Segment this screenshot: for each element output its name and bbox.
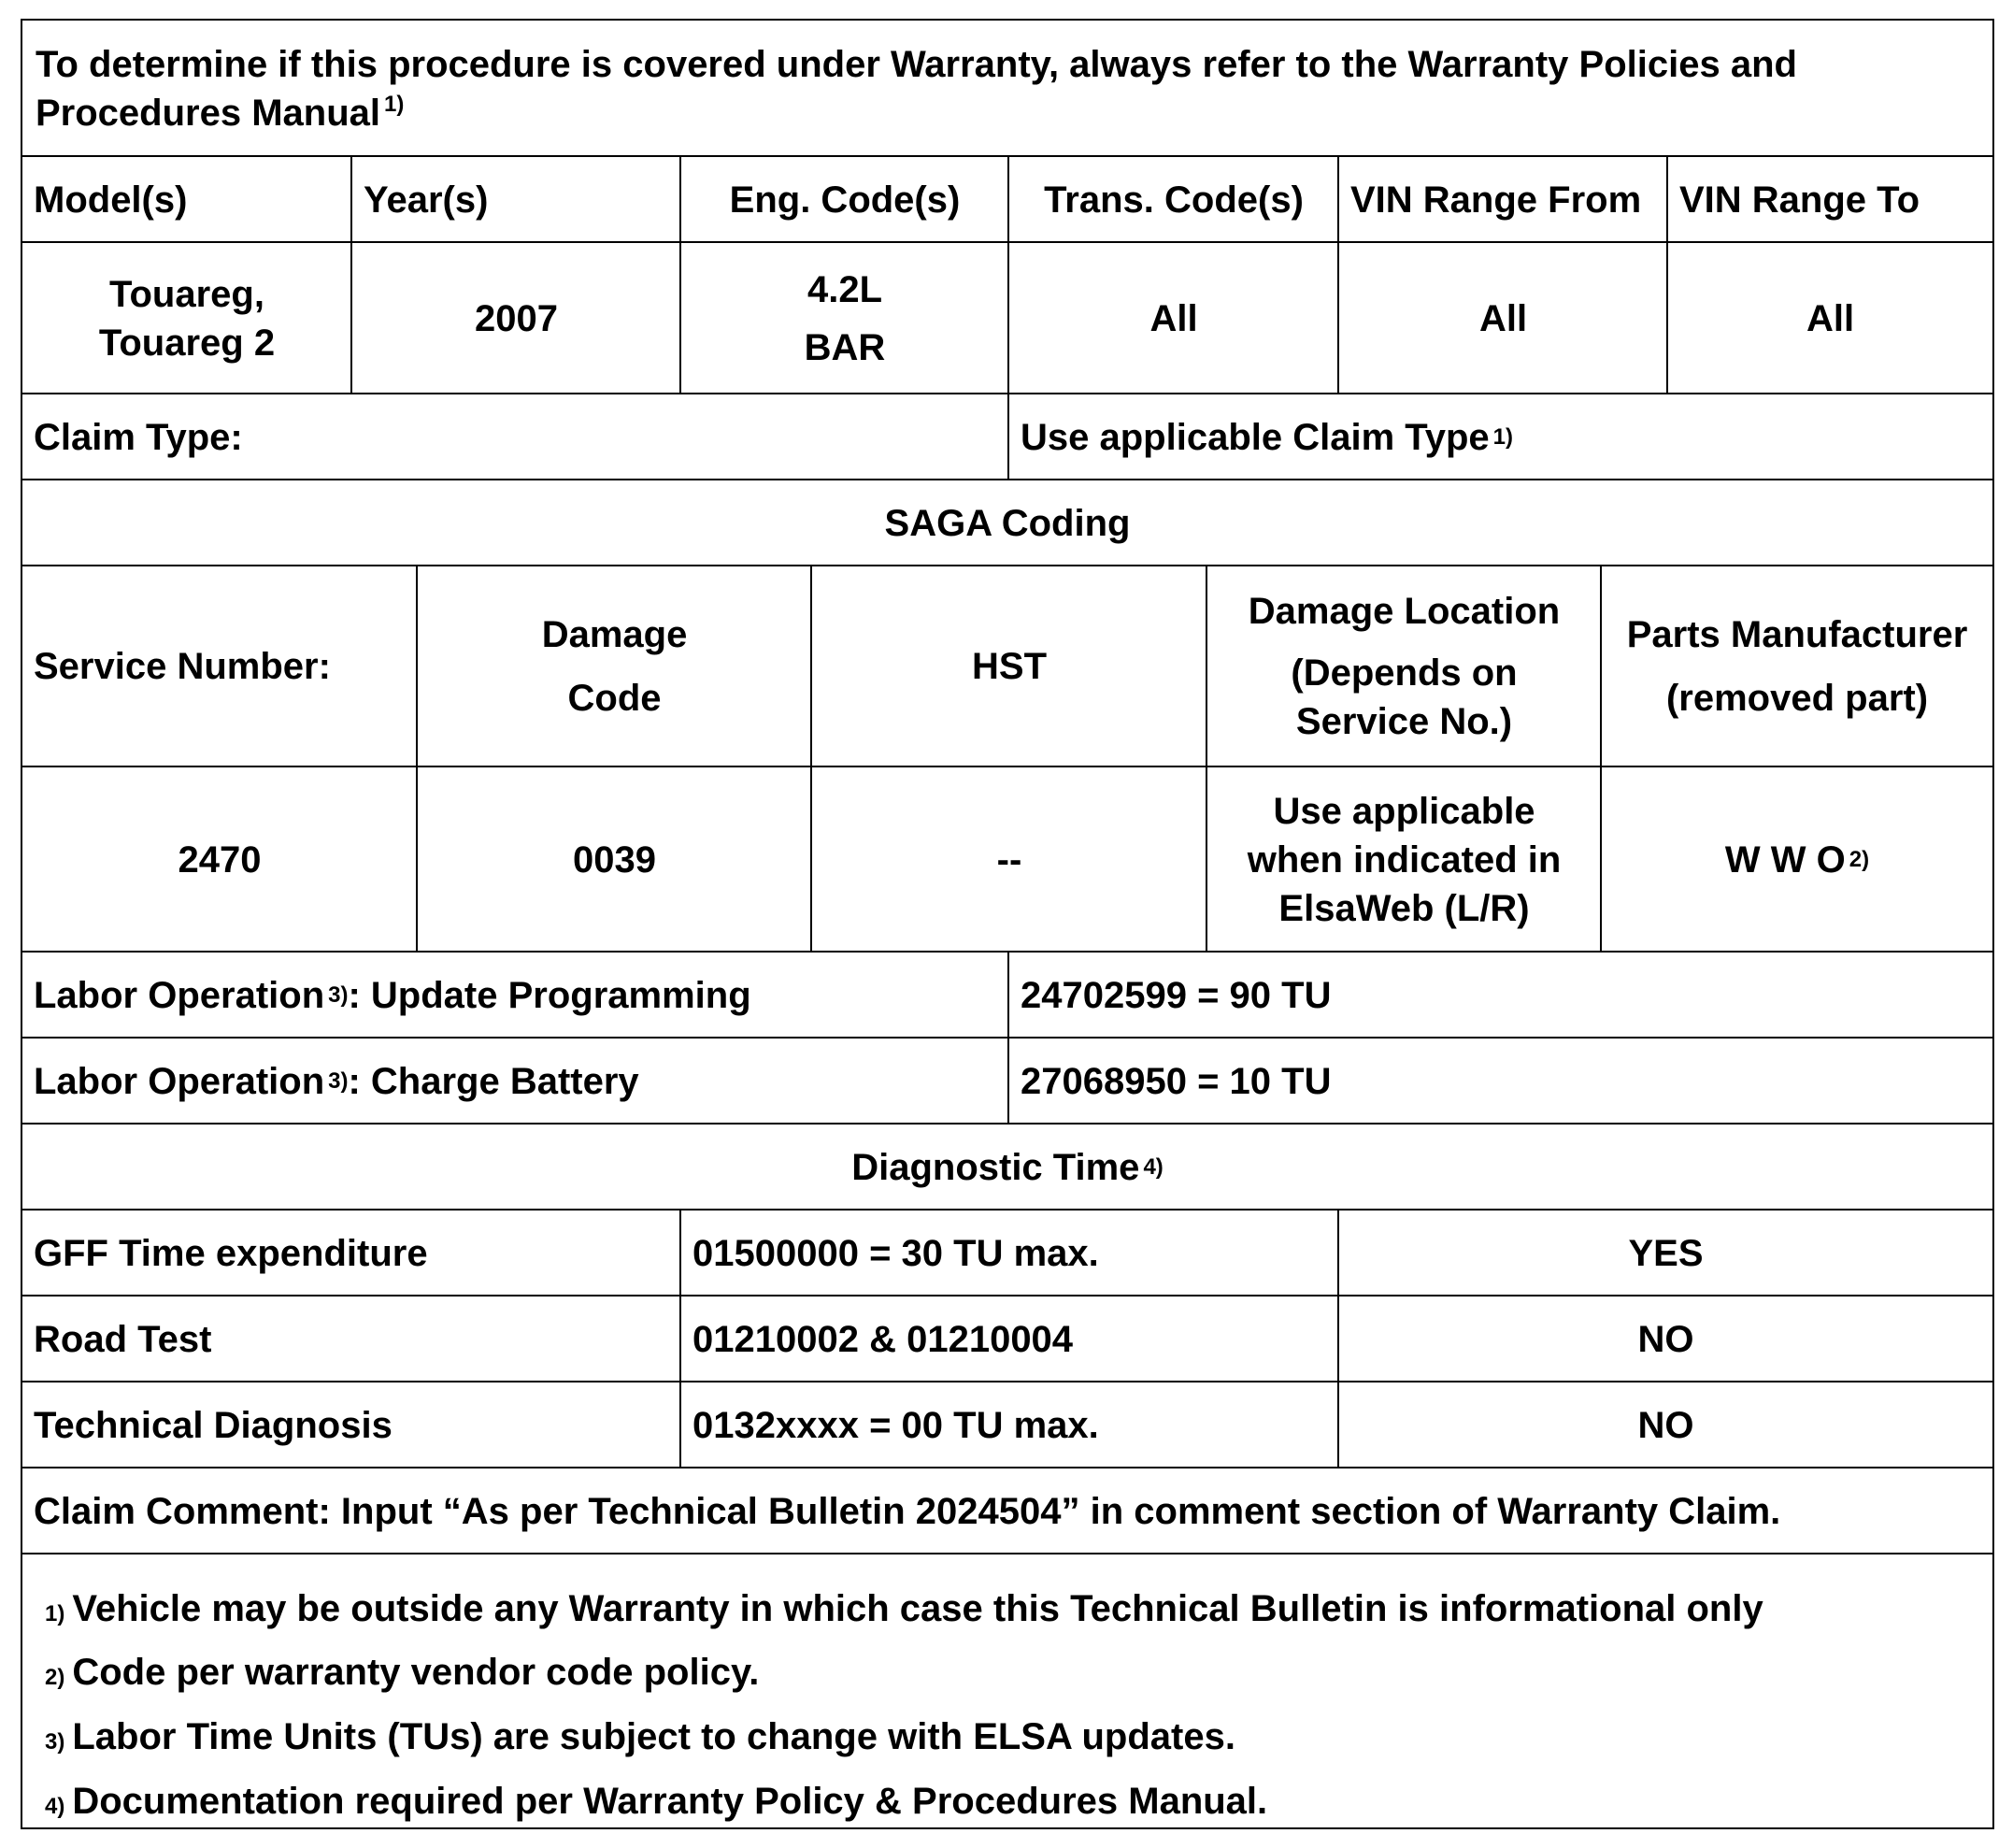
diagnostic-title: Diagnostic Time 4): [21, 1123, 1994, 1211]
saga-value-parts-manufacturer: W W O 2): [1600, 766, 1994, 953]
labor-2-name: : Charge Battery: [348, 1060, 639, 1102]
saga-header-damage-location: [1206, 565, 1603, 768]
value-year-text: 2007: [475, 297, 558, 339]
diag-3-label: Technical Diagnosis: [34, 1404, 393, 1446]
saga-header-location-line-1: Damage Location: [1248, 591, 1561, 632]
saga-value-parts-text: W W O: [1724, 838, 1846, 881]
footnote-1: 1) Vehicle may be outside any Warranty in which case this Technical Bulletin is informational only: [45, 1584, 1970, 1633]
saga-header-service-number: [21, 565, 419, 768]
header-vin-to: [1666, 155, 1994, 244]
value-vin-from: [1337, 241, 1669, 395]
value-year: [350, 241, 682, 395]
claim-type-label-text: Claim Type:: [34, 416, 243, 458]
saga-title: [21, 479, 1994, 567]
saga-title-text: SAGA Coding: [884, 502, 1131, 544]
claim-comment-text: Claim Comment: Input “As per Technical Bulletin 2024504” in comment section of Warranty Claim.: [34, 1490, 1781, 1532]
header-year-text: Year(s): [364, 179, 489, 221]
value-vin-to-text: All: [1806, 297, 1855, 339]
footnote-4: 4) Documentation required per Warranty Policy & Procedures Manual.: [45, 1777, 1970, 1826]
diag-1-allowed: YES: [1628, 1232, 1704, 1274]
saga-header-hst: [810, 565, 1208, 768]
diag-row-1-allowed: [1337, 1209, 1994, 1297]
diag-row-1-code: [679, 1209, 1340, 1297]
header-vin-from: [1337, 155, 1669, 244]
header-eng-code: [679, 155, 1010, 244]
intro-note: 1): [384, 92, 405, 118]
saga-header-service-text: Service Number:: [34, 646, 331, 687]
claim-type-value: Use applicable Claim Type 1): [1007, 393, 1994, 481]
diag-row-2-allowed: [1337, 1295, 1994, 1383]
labor-1-code: 24702599 = 90 TU: [1021, 974, 1332, 1016]
header-trans-code-text: Trans. Code(s): [1044, 179, 1304, 221]
footnote-4-text: Documentation required per Warranty Policy & Procedures Manual.: [72, 1781, 1268, 1822]
value-trans-text: All: [1149, 297, 1198, 339]
header-vin-from-text: VIN Range From: [1350, 179, 1642, 221]
labor-2-code: 27068950 = 10 TU: [1021, 1060, 1332, 1102]
value-model-line-2: Touareg 2: [98, 322, 276, 364]
diag-1-code: 01500000 = 30 TU max.: [692, 1232, 1099, 1274]
diag-row-3-label: [21, 1381, 682, 1469]
saga-value-service-number: [21, 766, 419, 953]
intro-cell: [21, 19, 1994, 158]
diag-2-label: Road Test: [34, 1318, 212, 1360]
labor-row-1-label: Labor Operation 3) : Update Programming: [21, 951, 1010, 1039]
diag-1-label: GFF Time expenditure: [34, 1232, 428, 1274]
saga-value-damage-text: 0039: [573, 838, 656, 881]
labor-2-prefix: Labor Operation: [34, 1060, 325, 1102]
value-eng-line-2: BAR: [804, 326, 886, 368]
intro-text: To determine if this procedure is covered under Warranty, always refer to the Warranty Policies and Procedures Manual: [36, 43, 1797, 134]
value-eng-line-1: 4.2L: [807, 268, 883, 310]
saga-value-hst: [810, 766, 1208, 953]
header-eng-code-text: Eng. Code(s): [729, 179, 961, 221]
diag-3-code: 0132xxxx = 00 TU max.: [692, 1404, 1099, 1446]
saga-value-damage-location: [1206, 766, 1603, 953]
diag-row-2-label: [21, 1295, 682, 1383]
diag-row-2-code: [679, 1295, 1340, 1383]
diag-3-allowed: NO: [1637, 1404, 1694, 1446]
saga-value-location-line-2: when indicated in: [1247, 838, 1562, 881]
claim-type-label: [21, 393, 1010, 481]
intro-text-wrap: [34, 40, 1981, 137]
saga-header-parts-manufacturer: [1600, 565, 1994, 768]
saga-value-hst-text: --: [996, 838, 1022, 881]
footnote-3: 3) Labor Time Units (TUs) are subject to change with ELSA updates.: [45, 1712, 1970, 1761]
saga-value-location-line-1: Use applicable: [1273, 790, 1535, 832]
value-vin-from-text: All: [1478, 297, 1528, 339]
diag-row-3-code: [679, 1381, 1340, 1469]
value-vin-to: [1666, 241, 1994, 395]
saga-header-parts-line-1: Parts Manufacturer: [1626, 614, 1968, 655]
header-year: [350, 155, 682, 244]
diag-2-allowed: NO: [1637, 1318, 1694, 1360]
saga-value-damage-code: [416, 766, 813, 953]
labor-1-name: : Update Programming: [348, 974, 751, 1016]
labor-1-prefix: Labor Operation: [34, 974, 325, 1016]
saga-header-damage-line-1: Damage: [541, 614, 688, 655]
labor-row-2-label: Labor Operation 3) : Charge Battery: [21, 1037, 1010, 1125]
value-eng-code: [679, 241, 1010, 395]
saga-value-service-text: 2470: [178, 838, 262, 881]
claim-type-value-text: Use applicable Claim Type: [1021, 416, 1490, 458]
header-model-text: Model(s): [34, 179, 188, 221]
value-model: [21, 241, 353, 395]
saga-value-location-line-3: ElsaWeb (L/R): [1278, 887, 1530, 929]
value-trans-code: [1007, 241, 1340, 395]
footnote-2: 2) Code per warranty vendor code policy.: [45, 1648, 1970, 1697]
labor-row-1-code: [1007, 951, 1994, 1039]
saga-header-hst-text: HST: [972, 646, 1047, 687]
diag-row-1-label: [21, 1209, 682, 1297]
saga-header-location-line-2: (Depends on: [1291, 652, 1518, 694]
footnote-3-text: Labor Time Units (TUs) are subject to change with ELSA updates.: [72, 1716, 1235, 1757]
header-model: [21, 155, 353, 244]
diagnostic-title-text: Diagnostic Time: [851, 1146, 1140, 1188]
footnote-2-text: Code per warranty vendor code policy.: [72, 1652, 760, 1693]
saga-header-damage-line-2: Code: [567, 678, 662, 719]
saga-header-parts-line-2: (removed part): [1665, 678, 1929, 719]
header-vin-to-text: VIN Range To: [1679, 179, 1920, 221]
saga-header-damage-code: [416, 565, 813, 768]
footnotes-box: [21, 1553, 1994, 1829]
diag-2-code: 01210002 & 01210004: [692, 1318, 1074, 1360]
saga-header-location-line-3: Service No.): [1295, 701, 1513, 742]
claim-comment: [21, 1467, 1994, 1555]
diag-row-3-allowed: [1337, 1381, 1994, 1469]
value-model-line-1: Touareg,: [109, 273, 264, 315]
footnote-1-text: Vehicle may be outside any Warranty in which case this Technical Bulletin is informational only: [72, 1588, 1763, 1629]
labor-row-2-code: [1007, 1037, 1994, 1125]
header-trans-code: [1007, 155, 1340, 244]
